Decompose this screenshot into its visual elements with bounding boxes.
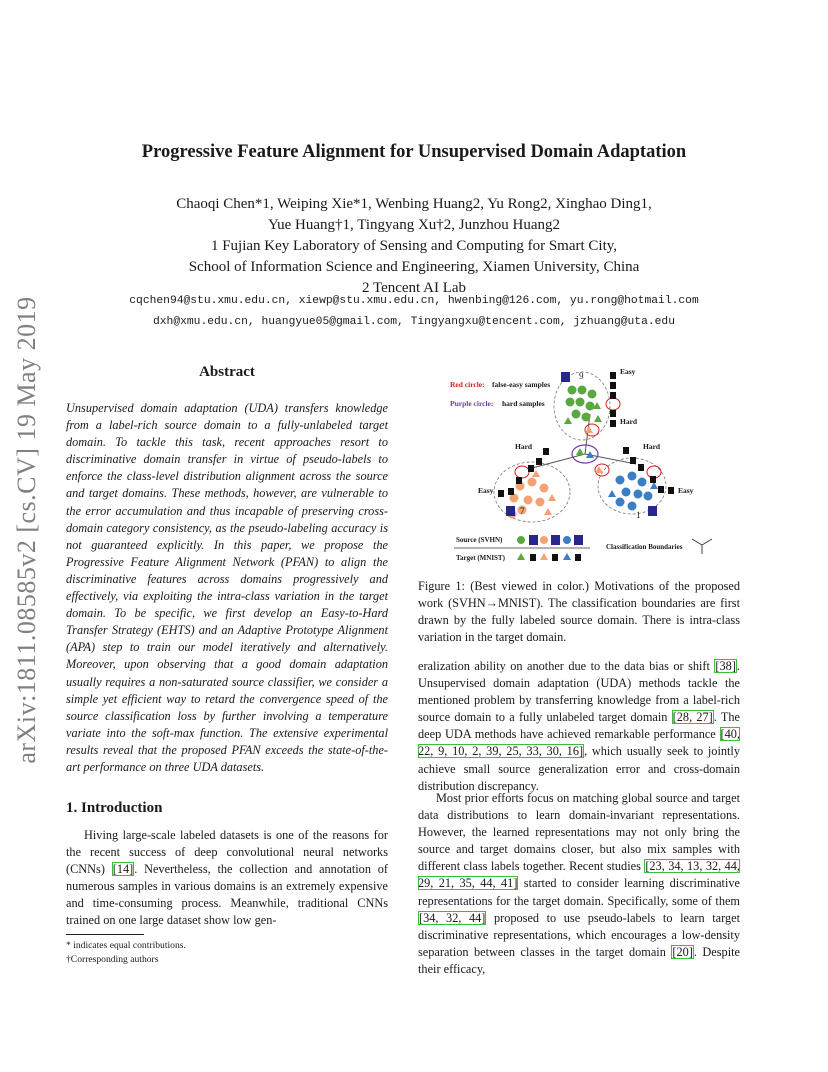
paper-title: Progressive Feature Alignment for Unsupervised Domain Adaptation (141, 142, 687, 162)
purple-circle-text: hard samples (502, 399, 545, 408)
figure-legend (454, 535, 712, 562)
figure-1 (440, 362, 740, 572)
footnote-equal: * indicates equal contributions. (66, 940, 186, 951)
text-run: , which usually seek to jointly achieve small source generalization error and cross-domain distribution discrepancy. (418, 744, 740, 793)
legend-source: Source (SVHN) (456, 536, 503, 544)
author-block (0, 194, 828, 299)
digit-9-label: 9 (579, 371, 584, 381)
footnote-rule (66, 934, 144, 935)
citation-link[interactable]: [40, 22, 9, 10, 2, 39, 25, 33, 30, 16] (418, 727, 740, 759)
citation-link[interactable]: [28, 27] (672, 710, 713, 725)
hard-label-top: Hard (620, 417, 638, 426)
right-paragraph-1 (418, 658, 740, 795)
affiliation-1: 1 Fujian Key Laboratory of Sensing and Computing for Smart City, (210, 238, 618, 254)
author-line-1: Chaoqi Chen*1, Weiping Xie*1, Wenbing Huang2, Yu Rong2, Xinghao Ding1, (176, 196, 652, 212)
citation-link[interactable]: [38] (715, 659, 736, 673)
author-line-2: Yue Huang†1, Tingyang Xu†2, Junzhou Huang2 (267, 217, 561, 233)
arxiv-stamp (10, 280, 44, 780)
abstract-heading: Abstract (199, 364, 255, 380)
legend-boundaries: Classification Boundaries (606, 543, 683, 551)
abstract-text: Unsupervised domain adaptation (UDA) transfers knowledge from a label-rich source domain to a fully-unlabeled target domain. To tackle this task, recent approaches resort to discriminative domain transfer in virtue of pseudo-labels to enforce the class-level distribution alignment across the source and target domains. These methods, however, are vulnerable to the error accumulation and thus incapable of preserving cross-domain category consistency, as the pseudo-labeling accuracy is not guaranteed explicitly. In this paper, we propose the Progressive Feature Alignment Network (PFAN) to align the discriminative features across domains progressively and effectively, via exploiting the intra-class variation in the target domain. To be specific, we first develop an Easy-to-Hard Transfer Strategy (EHTS) and an Adaptive Prototype Alignment (APA) step to train our model iteratively and alternatively. Moreover, upon observing that a good domain adaptation usually requires a non-saturated source classifier, we consider a simple yet efficient way to retard the convergence speed of the source classification loss by further involving a temperature variate into the soft-max function. The extensive experimental results reveal that the proposed PFAN exceeds the state-of-the-art performance on three UDA datasets. (66, 401, 388, 774)
right-paragraph-2 (418, 790, 740, 978)
red-circle-text: false-easy samples (492, 380, 551, 389)
red-circle-label: Red circle: (450, 380, 485, 389)
intro-text-a: Hiving large-scale labeled datasets is one of the reasons for the recent success of deep convolutional neural networks (CNNs) (66, 828, 388, 877)
easy-label-left: Easy (478, 486, 494, 495)
email-line-1: cqchen94@stu.xmu.edu.cn, xiewp@stu.xmu.edu.cn, hwenbing@126.com, yu.rong@hotmail.com (129, 295, 699, 307)
legend-target: Target (MNIST) (456, 554, 505, 562)
digit-7-label: 7 (520, 506, 525, 516)
text-run: . Unsupervised domain adaptation (UDA) methods tackle the mentioned problem by transferring knowledge from a label-rich source domain to a fully unlabeled target domain (418, 659, 740, 725)
hard-label-left: Hard (515, 442, 533, 451)
intro-heading: 1. Introduction (66, 800, 163, 816)
text-run: Most prior efforts focus on matching global source and target data distributions to learn domain-invariant representations. However, the learned representations may not only bring the source and target domains closer, but also mix samples with different class labels together. Recent studies (418, 791, 740, 874)
affiliation-2: School of Information Science and Engineering, Xiamen University, China (188, 259, 640, 275)
text-run: started to consider learning discriminative representations for the target domain. Specifically, some of them (418, 876, 740, 908)
text-run: proposed to use pseudo-labels to learn target discriminative representations, which encourages a low-density separation between classes in the target domain (418, 910, 740, 959)
citation-link[interactable]: [23, 34, 13, 32, 44, 29, 21, 35, 44, 41] (418, 859, 741, 891)
text-run: . The deep UDA methods have achieved remarkable performance (418, 710, 740, 742)
figure-caption: Figure 1: (Best viewed in color.) Motivations of the proposed work (SVHN→MNIST). The classification boundaries are first drawn by the fully labeled source domain. There is intra-class variation in the target domain. (418, 579, 740, 645)
hard-label-right: Hard (643, 442, 661, 451)
affiliation-3: 2 Tencent AI Lab (361, 280, 467, 296)
email-block (0, 291, 828, 333)
footnote-corresponding: †Corresponding authors (66, 954, 159, 965)
arxiv-id: arXiv:1811.08585v2 [cs.CV] 19 May 2019 (12, 296, 41, 764)
green-cluster (564, 386, 602, 425)
citation-link[interactable]: [20] (672, 944, 693, 959)
purple-circle-label: Purple circle: (450, 399, 494, 408)
hard-sample-mark (576, 448, 584, 455)
email-line-2: dxh@xmu.edu.cn, huangyue05@gmail.com, Tingyangxu@tencent.com, jzhuang@uta.edu (152, 316, 675, 328)
digit-1-label: 1 (636, 510, 641, 520)
citation-link[interactable]: [34, 32, 44] (419, 910, 486, 925)
intro-paragraph (66, 827, 388, 930)
easy-label-top: Easy (620, 367, 636, 376)
text-run: eralization ability on another due to the data bias or shift (418, 659, 715, 673)
text-run: . Despite their efficacy, (418, 944, 740, 976)
citation-link[interactable]: [14] (112, 862, 134, 877)
easy-label-right: Easy (678, 486, 694, 495)
intro-text-b: . Nevertheless, the collection and annotation of numerous samples in various domains is an extremely expensive and time-consuming process. Meanwhile, traditional CNNs trained on one large dataset show low gen- (66, 862, 389, 928)
